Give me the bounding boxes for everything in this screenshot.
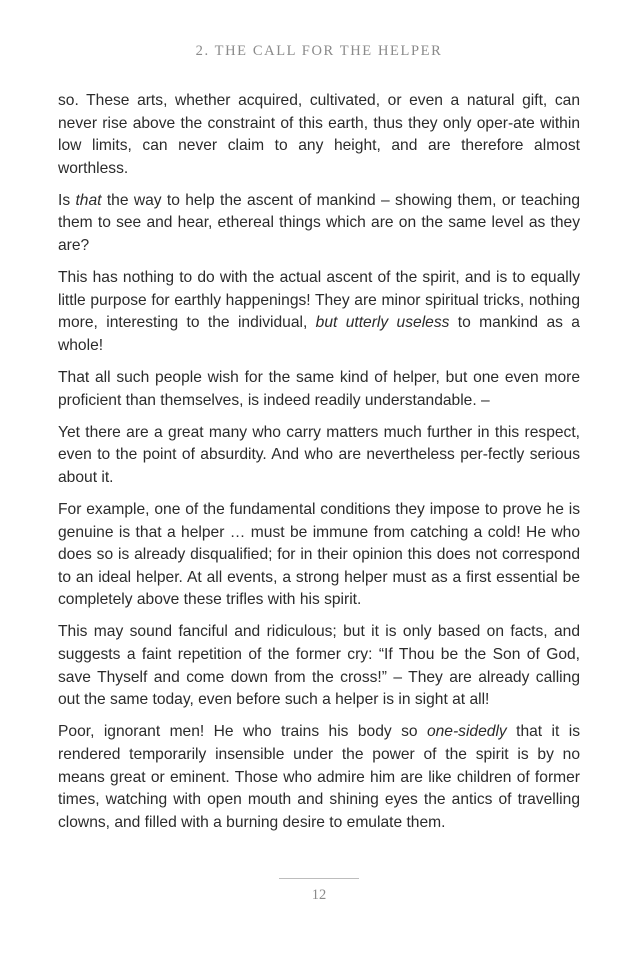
- body-text: [58, 90, 580, 844]
- paragraph-6: For example, one of the fundamental conditions they impose to prove he is genuine is that a helper … must be immune from catching a cold! He who does so is already disqualified; for in their opinion this does not correspond to an ideal helper. At all events, a strong helper must as a first essential be completely above these trifles with his spirit.: [58, 501, 580, 609]
- footer-divider: [279, 878, 359, 879]
- paragraph-8: Poor, ignorant men! He who trains his body so one-sidedly that it is rendered temporarily insensible under the power of the spirit is by no means great or eminent. Those who admire him are like children of former times, watching with open mouth and shining eyes the antics of travelling clowns, and filled with a burning desire to emulate them.: [58, 723, 580, 831]
- emphasis-one-sidedly: one-sidedly: [426, 723, 507, 741]
- emphasis-but-utterly-useless: but utterly useless: [315, 314, 450, 332]
- paragraph-4: That all such people wish for the same kind of helper, but one even more proficient than themselves, is indeed readily understandable. –: [58, 369, 580, 409]
- paragraph-3: This has nothing to do with the actual ascent of the spirit, and is to equally little purpose for earthly happenings! They are minor spiritual tricks, nothing more, interesting to the individual, but utterly useless to mankind as a whole!: [58, 269, 580, 354]
- paragraph-5: Yet there are a great many who carry matters much further in this respect, even to the point of absurdity. And who are nevertheless per-fectly serious about it.: [58, 423, 580, 486]
- emphasis-that: that: [75, 191, 102, 209]
- paragraph-1: so. These arts, whether acquired, cultivated, or even a natural gift, can never rise above the constraint of this earth, thus they only oper-ate within low limits, can never claim to any height, and are therefore almost worthless.: [58, 92, 580, 177]
- paragraph-2: Is that the way to help the ascent of mankind – showing them, or teaching them to see and hear, ethereal things which are on the same level as they are?: [58, 191, 580, 255]
- running-header: 2. THE CALL FOR THE HELPER: [195, 43, 443, 59]
- page-number: 12: [311, 887, 327, 903]
- paragraph-7: This may sound fanciful and ridiculous; but it is only based on facts, and suggests a faint repetition of the former cry: “If Thou be the Son of God, save Thyself and come down from the cross!” – They are already calling out the same today, even before such a helper is in sight at all!: [58, 623, 580, 709]
